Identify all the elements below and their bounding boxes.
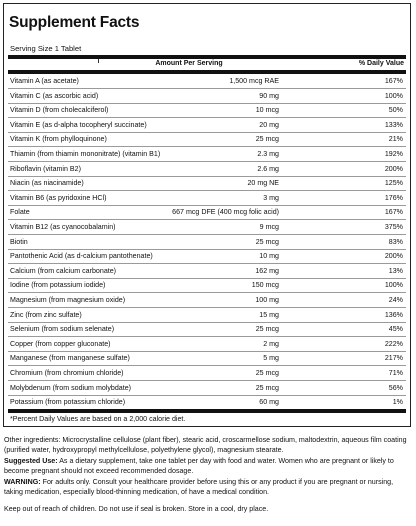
nutrient-amount: 10 mcg	[255, 106, 279, 115]
nutrient-dv: 24%	[388, 296, 403, 304]
nutrient-dv: 50%	[388, 106, 403, 115]
table-row	[8, 337, 406, 352]
table-row	[8, 278, 406, 293]
suggested-use-text: As a dietary supplement, take one tablet per day with food and water. Women who are pregnant or likely to become pregnant should not exceed recommended dosage.	[4, 457, 394, 475]
nutrient-amount: 2 mg	[263, 339, 279, 348]
dv-header: % Daily Value	[358, 60, 404, 67]
nutrient-name: Vitamin B6 (as pyridoxine HCl)	[10, 193, 107, 202]
nutrient-name: Niacin (as niacinamide)	[10, 179, 84, 188]
nutrient-name: Thiamin (from thiamin mononitrate) (vitamin B1)	[10, 150, 161, 158]
table-row	[8, 176, 406, 191]
table-row	[8, 89, 406, 104]
nutrient-amount: 25 mcg	[255, 325, 279, 334]
nutrient-dv: 200%	[384, 164, 403, 173]
nutrient-name: Folate	[10, 208, 30, 217]
nutrient-amount: 90 mg	[259, 91, 279, 100]
nutrient-dv: 217%	[384, 354, 403, 363]
table-row	[8, 366, 406, 381]
nutrient-dv: 100%	[384, 91, 403, 100]
nutrient-dv: 1%	[392, 398, 403, 407]
table-row	[8, 118, 406, 133]
nutrient-dv: 45%	[388, 325, 403, 334]
nutrient-amount: 60 mg	[259, 398, 279, 407]
nutrient-name: Selenium (from sodium selenate)	[10, 325, 115, 334]
nutrient-amount: 10 mg	[259, 252, 279, 261]
nutrient-dv: 71%	[388, 369, 403, 377]
table-row	[8, 395, 406, 410]
nutrient-name: Zinc (from zinc sulfate)	[10, 310, 82, 319]
supplement-facts-panel	[3, 3, 411, 427]
nutrient-amount: 25 mcg	[255, 369, 279, 377]
nutrient-dv: 192%	[384, 150, 403, 158]
footnote: *Percent Daily Values are based on a 2,000 calorie diet.	[10, 415, 186, 423]
nutrient-amount: 25 mcg	[255, 135, 279, 144]
nutrient-name: Magnesium (from magnesium oxide)	[10, 296, 126, 304]
table-row	[8, 351, 406, 366]
suggested-use	[4, 457, 409, 476]
table-row	[8, 162, 406, 177]
amount-header: Amount Per Serving	[155, 60, 223, 67]
warning-label: WARNING:	[4, 478, 41, 486]
table-row	[8, 147, 406, 162]
nutrient-amount: 20 mg	[259, 120, 279, 129]
nutrient-amount: 2.3 mg	[257, 150, 279, 158]
nutrient-dv: 83%	[388, 237, 403, 246]
nutrient-amount: 1,500 mcg RAE	[229, 77, 279, 85]
warning	[4, 478, 409, 497]
nutrient-amount: 15 mg	[259, 310, 279, 319]
nutrient-name: Calcium (from calcium carbonate)	[10, 266, 117, 275]
table-row	[8, 103, 406, 118]
nutrient-amount: 25 mcg	[255, 383, 279, 392]
suggested-use-label: Suggested Use:	[4, 457, 58, 465]
nutrient-dv: 136%	[384, 310, 403, 319]
nutrient-name: Biotin	[10, 237, 28, 246]
nutrient-dv: 100%	[384, 281, 403, 290]
nutrient-amount: 150 mcg	[251, 281, 279, 290]
nutrient-amount: 25 mcg	[255, 237, 279, 246]
nutrient-dv: 13%	[388, 266, 403, 275]
nutrient-name: Iodine (from potassium iodide)	[10, 281, 106, 290]
table-row	[8, 191, 406, 206]
table-row	[8, 322, 406, 337]
nutrient-name: Pantothenic Acid (as d-calcium pantothenate)	[10, 252, 153, 261]
table-row	[8, 74, 406, 89]
nutrient-name: Copper (from copper gluconate)	[10, 339, 111, 348]
table-row	[8, 220, 406, 235]
table-row	[8, 235, 406, 250]
table-row	[8, 264, 406, 279]
warning-text: For adults only. Consult your healthcare provider before using this or any product if you are pregnant or nursing, taking medication, especially blood-thinning medication, of have a medical condition.	[4, 478, 394, 496]
nutrient-dv: 167%	[384, 77, 403, 85]
nutrient-amount: 3 mg	[263, 193, 279, 202]
nutrient-amount: 2.6 mg	[257, 164, 279, 173]
serving-size: Serving Size 1 Tablet	[10, 44, 82, 53]
other-ingredients: Other ingredients: Microcrystalline cellulose (plant fiber), stearic acid, croscarmellose sodium, maltodextrin, aqueous film coating (purified water, hydroxypropyl methylcellulose, polyethylene glycol), magnesium stearate.	[4, 436, 407, 454]
nutrient-name: Chromium (from chromium chloride)	[10, 369, 124, 377]
nutrient-dv: 56%	[388, 383, 403, 392]
storage-note: Keep out of reach of children. Do not use if seal is broken. Store in a cool, dry place.	[4, 505, 269, 513]
nutrient-dv: 167%	[384, 208, 403, 217]
nutrient-amount: 5 mg	[263, 354, 279, 363]
table-row	[8, 293, 406, 308]
column-header	[8, 59, 406, 70]
table-row	[8, 205, 406, 220]
nutrient-amount: 20 mg NE	[247, 179, 279, 188]
nutrient-name: Molybdenum (from sodium molybdate)	[10, 383, 132, 392]
nutrient-name: Vitamin C (as ascorbic acid)	[10, 91, 99, 100]
nutrient-dv: 375%	[384, 223, 403, 231]
bottom-thick-rule	[8, 409, 406, 413]
nutrient-name: Vitamin B12 (as cyanocobalamin)	[10, 223, 116, 231]
nutrient-name: Potassium (from potassium chloride)	[10, 398, 126, 407]
panel-title: Supplement Facts	[9, 14, 140, 31]
nutrient-name: Riboflavin (vitamin B2)	[10, 164, 81, 173]
nutrient-amount: 100 mg	[255, 296, 279, 304]
nutrient-dv: 21%	[388, 135, 403, 144]
nutrient-dv: 125%	[384, 179, 403, 188]
nutrient-amount: 9 mcg	[259, 223, 279, 231]
nutrient-name: Manganese (from manganese sulfate)	[10, 354, 130, 363]
nutrient-name: Vitamin A (as acetate)	[10, 77, 79, 85]
nutrient-name: Vitamin E (as d-alpha tocopheryl succinate)	[10, 120, 147, 129]
nutrient-amount: 162 mg	[255, 266, 279, 275]
table-row	[8, 308, 406, 323]
nutrient-dv: 176%	[384, 193, 403, 202]
table-row	[8, 132, 406, 147]
table-row	[8, 381, 406, 396]
nutrient-amount: 667 mcg DFE (400 mcg folic acid)	[172, 208, 279, 217]
nutrient-name: Vitamin K (from phylloquinone)	[10, 135, 107, 144]
nutrient-dv: 200%	[384, 252, 403, 261]
table-row	[8, 249, 406, 264]
nutrient-dv: 222%	[384, 339, 403, 348]
nutrient-dv: 133%	[384, 120, 403, 129]
nutrient-name: Vitamin D (from cholecalciferol)	[10, 106, 109, 115]
